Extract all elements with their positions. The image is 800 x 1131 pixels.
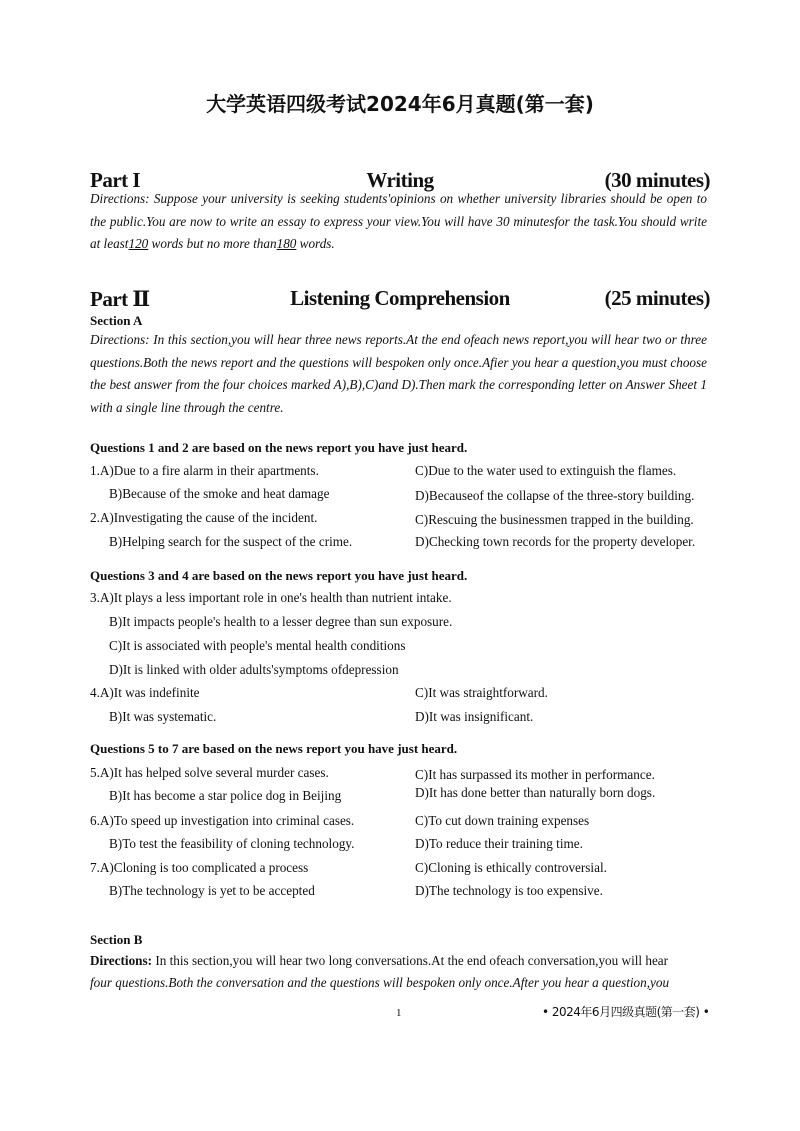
q7-option-c: C)Cloning is ethically controversial. — [415, 860, 607, 875]
q3-option-a: 3.A)It plays a less important role in one's health than nutrient intake. — [90, 590, 452, 605]
q5-option-d: D)It has done better than naturally born dogs. — [415, 785, 656, 800]
q2-option-a: 2.A)Investigating the cause of the incident. — [90, 510, 318, 525]
part-1-directions — [90, 188, 707, 256]
section-b-directions-label: Directions: — [90, 953, 153, 968]
part-1-name: Writing — [366, 168, 434, 192]
part-2-header — [90, 286, 710, 316]
q6-option-b: B)To test the feasibility of cloning technology. — [109, 836, 355, 851]
q4-option-b: B)It was systematic. — [109, 709, 217, 724]
q5-option-a: 5.A)It has helped solve several murder cases. — [90, 765, 329, 780]
section-b-heading: Section B — [90, 932, 143, 947]
q7-option-b: B)The technology is yet to be accepted — [109, 883, 315, 898]
q2-option-b: B)Helping search for the suspect of the crime. — [109, 534, 353, 549]
page-title: 大学英语四级考试2024年6月真题(第一套) — [206, 92, 594, 116]
q3-option-d: D)It is linked with older adults'symptoms ofdepression — [109, 662, 399, 677]
q4-option-c: C)It was straightforward. — [415, 685, 548, 700]
part-2-time: (25 minutes) — [604, 286, 710, 310]
q2-option-d: D)Checking town records for the property developer. — [415, 534, 696, 549]
q1-option-b: B)Because of the smoke and heat damage — [109, 486, 330, 501]
q3-option-b: B)It impacts people's health to a lesser degree than sun exposure. — [109, 614, 453, 629]
directions-text: Directions: Suppose your university is seeking students'opinions on whether university libraries should be open to the public.You are now to write an essay to express your view.You will have 30 minutesfor the task.You should write at least — [90, 191, 707, 251]
directions-text: words but no more than — [151, 236, 277, 251]
section-a-directions: Directions: In this section,you will hear three news reports.At the end ofeach news report,you will hear two or three questions.Both the news report and the questions will bespoken only once.Afier you hear a question,you must choose the best answer from the four choices marked A),B),C)and D).Then mark the corresponding letter on Answer Sheet 1 with a single line through the centre. — [90, 332, 707, 415]
section-b-directions-line-2: four questions.Both the conversation and the questions will bespoken only once.After you hear a question,you — [90, 975, 670, 990]
q6-option-c: C)To cut down training expenses — [415, 813, 590, 828]
q1-option-d: D)Becauseof the collapse of the three-story building. — [415, 488, 695, 503]
max-words: 180 — [276, 236, 297, 251]
footer-exam-tag: • 2024年6月四级真题(第一套) • — [542, 1005, 710, 1019]
q7-option-a: 7.A)Cloning is too complicated a process — [90, 860, 309, 875]
questions-5-7-heading: Questions 5 to 7 are based on the news report you have just heard. — [90, 741, 458, 756]
q2-option-c: C)Rescuing the businessmen trapped in the building. — [415, 512, 694, 527]
part-1-label: Part I — [90, 168, 141, 192]
q5-option-c: C)It has surpassed its mother in performance. — [415, 767, 655, 782]
part-2-label: Part Ⅱ — [90, 287, 150, 311]
questions-3-4-heading: Questions 3 and 4 are based on the news report you have just heard. — [90, 568, 468, 583]
directions-text: words. — [299, 236, 335, 251]
q6-option-a: 6.A)To speed up investigation into criminal cases. — [90, 813, 355, 828]
q5-option-b: B)It has become a star police dog in Beijing — [109, 788, 342, 803]
part-2-name: Listening Comprehension — [290, 286, 510, 310]
section-b-directions-line-1 — [90, 953, 707, 969]
q3-option-c: C)It is associated with people's mental health conditions — [109, 638, 406, 653]
q4-option-d: D)It was insignificant. — [415, 709, 534, 724]
q4-option-a: 4.A)It was indefinite — [90, 685, 200, 700]
q6-option-d: D)To reduce their training time. — [415, 836, 583, 851]
section-a-heading: Section A — [90, 313, 143, 328]
q7-option-d: D)The technology is too expensive. — [415, 883, 603, 898]
questions-1-2-heading: Questions 1 and 2 are based on the news report you have just heard. — [90, 440, 468, 455]
q1-option-c: C)Due to the water used to extinguish the flames. — [415, 463, 677, 478]
page-number: 1 — [396, 1007, 402, 1019]
directions-text: In this section,you will hear two long conversations.At the end ofeach conversation,you will hear — [155, 953, 669, 968]
q1-option-a: 1.A)Due to a fire alarm in their apartments. — [90, 463, 319, 478]
min-words: 120 — [128, 236, 149, 251]
part-1-time: (30 minutes) — [604, 168, 710, 192]
